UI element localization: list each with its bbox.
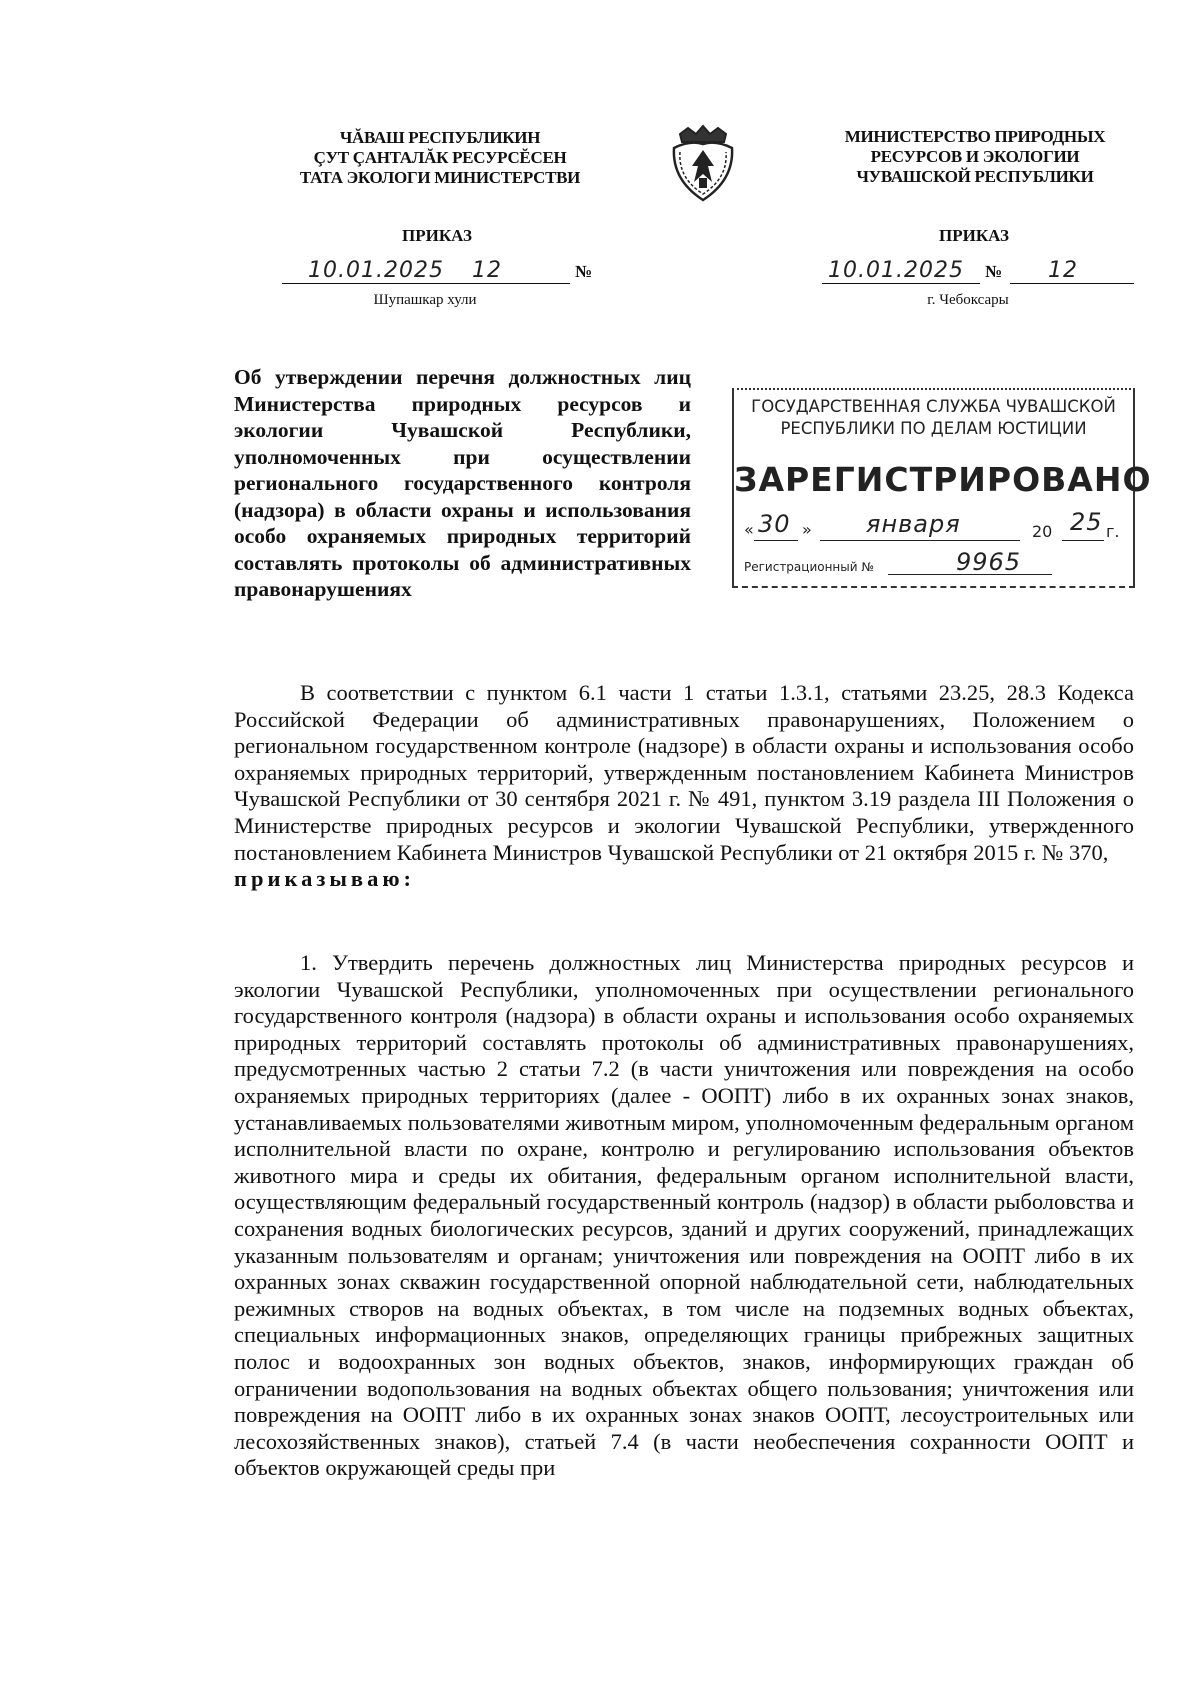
- order-command: приказываю:: [234, 866, 416, 892]
- order-number-line-right: [822, 258, 1142, 288]
- order-number-handwritten: 12: [1048, 258, 1078, 283]
- stamp-year-prefix: 20: [1032, 522, 1053, 541]
- order-date-handwritten: 10.01.2025: [828, 258, 964, 283]
- order-date-handwritten: 10.01.2025: [308, 258, 444, 283]
- number-sign: №: [985, 262, 1003, 281]
- stamp-reg-number-handwritten: 9965: [956, 548, 1022, 576]
- stamp-status: ЗАРЕГИСТРИРОВАНО: [734, 460, 1152, 499]
- stamp-year-handwritten: 25: [1070, 508, 1103, 536]
- registration-stamp: [732, 388, 1152, 588]
- stamp-year-unit: г.: [1106, 522, 1120, 541]
- stamp-month-handwritten: января: [866, 510, 961, 538]
- stamp-date: « 30 » января 20 25 г.: [744, 508, 1120, 541]
- number-sign: №: [575, 262, 593, 281]
- header-left-line: ÇУТ ÇАНТАЛĂК РЕСУРСĔСЕН: [313, 148, 567, 167]
- document-title: Об утверждении перечня должностных лиц Министерства природных ресурсов и экологии Чувашской Республики, уполномоченных при осуществлении регионального государственного контроля (надзора) в области охраны и использования особо охраняемых природных территорий составлять протоколы об административных правонарушениях: [234, 365, 691, 601]
- stamp-registration-number: [744, 550, 1124, 580]
- order-title-left: ПРИКАЗ: [402, 226, 472, 245]
- header-left-org-name: [250, 128, 630, 188]
- stamp-day-handwritten: 30: [758, 510, 791, 538]
- stamp-reg-label: Регистрационный №: [744, 560, 874, 574]
- place-right: г. Чебоксары: [927, 292, 1009, 308]
- header-left-line: ЧĂВАШ РЕСПУБЛИКИН: [339, 128, 541, 147]
- clause-1-paragraph: 1. Утвердить перечень должностных лиц Министерства природных ресурсов и экологии Чувашской Республики, уполномоченных при осуществлении регионального государственного контроля (надзора) в области охраны и использования особо охраняемых природных территорий составлять протоколы об административных правонарушениях, предусмотренных частью 2 статьи 7.2 (в части уничтожения или повреждения на особо охраняемых природных территориях (далее - ООПТ) либо в их охранных зонах знаков, устанавливаемых пользователями животным миром, уполномоченным федеральным органом исполнительной власти по охране, контролю и регулированию использования объектов животного мира и среды их обитания, федеральным органом исполнительной власти, осуществляющим федеральный государственный контроль (надзор) в области рыболовства и сохранения водных биологических ресурсов, зданий и других сооружений, принадлежащих указанным пользователям и органам; уничтожения или повреждения на ООПТ либо в их охранных зонах скважин государственной опорной наблюдательной сети, наблюдательных режимных створов на водных объектах, в том числе на подземных водных объектах, специальных информационных знаков, определяющих границы прибрежных защитных полос и водоохранных зон водных объектов, знаков, информирующих граждан об ограничении водопользования на водных объектах общего пользования; уничтожения или повреждения на ООПТ либо в их охранных зонах знаков ООПТ, лесоустроительных или лесохозяйственных знаков), статьей 7.4 (в части необеспечения сохранности ООПТ и объектов окружающей среды при: [234, 950, 1134, 1481]
- order-title-right: ПРИКАЗ: [939, 226, 1009, 245]
- header-right-line: ЧУВАШСКОЙ РЕСПУБЛИКИ: [856, 167, 1094, 186]
- header-right-line: МИНИСТЕРСТВО ПРИРОДНЫХ: [844, 127, 1106, 146]
- preamble-paragraph: [234, 680, 1134, 893]
- stamp-organization: [734, 396, 1133, 440]
- coat-of-arms-emblem: [666, 120, 740, 204]
- stamp-org-line: ГОСУДАРСТВЕННАЯ СЛУЖБА ЧУВАШСКОЙ: [751, 397, 1116, 416]
- header-left-line: ТАТА ЭКОЛОГИ МИНИСТЕРСТВИ: [299, 168, 581, 187]
- stamp-org-line: РЕСПУБЛИКИ ПО ДЕЛАМ ЮСТИЦИИ: [780, 419, 1087, 438]
- preamble-text: В соответствии с пунктом 6.1 части 1 статьи 1.3.1, статьями 23.25, 28.3 Кодекса Российской Федерации об административных правонарушениях, Положением о региональном государственном контроле (надзоре) в области охраны и использования особо охраняемых природных территорий, утвержденным постановлением Кабинета Министров Чувашской Республики от 30 сентября 2021 г. № 491, пунктом 3.19 раздела III Положения о Министерстве природных ресурсов и экологии Чувашской Республики, утвержденного постановлением Кабинета Министров Чувашской Республики от 21 октября 2015 г. № 370,: [234, 680, 1134, 865]
- header-right-line: РЕСУРСОВ И ЭКОЛОГИИ: [870, 147, 1080, 166]
- order-number-handwritten: 12: [472, 258, 502, 283]
- place-left: Шупашкар хули: [373, 292, 477, 308]
- header-right-org-name: [820, 127, 1130, 187]
- order-number-line-left: [282, 258, 602, 288]
